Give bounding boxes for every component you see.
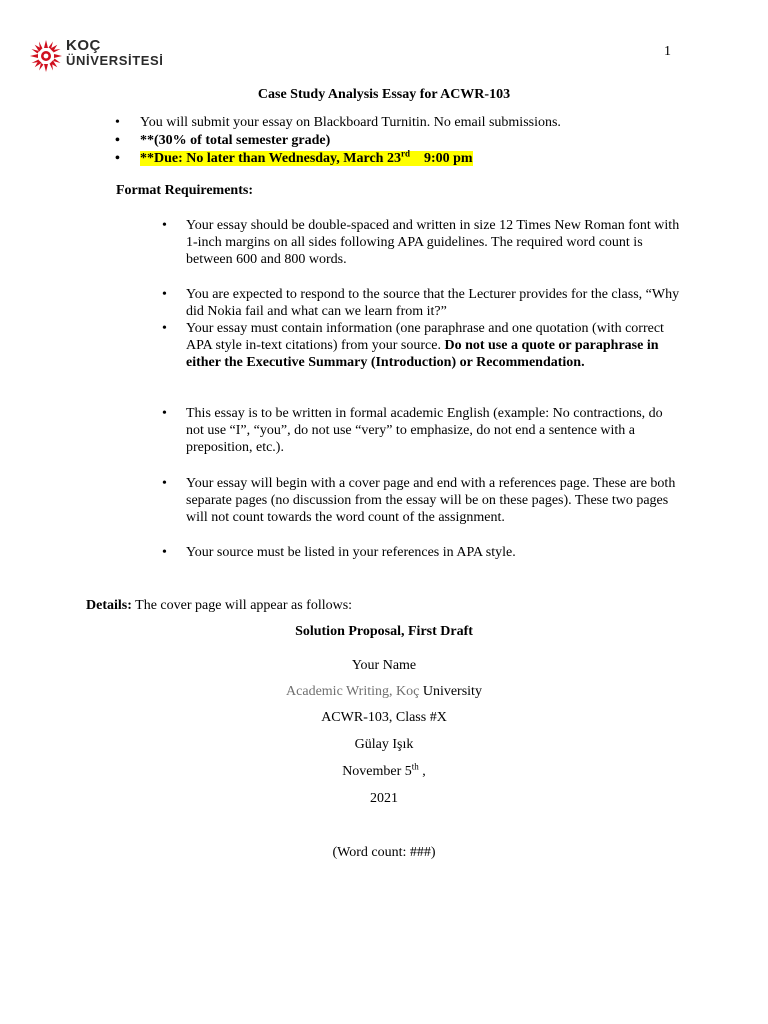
requirement-citations: [162, 320, 682, 371]
bullet-due: [112, 150, 672, 168]
cover-course: ACWR-103, Class #X: [321, 710, 447, 725]
due-time: 9:00 pm: [423, 151, 473, 166]
due-prefix: **Due:: [140, 151, 187, 166]
requirement-font-format: [162, 217, 682, 268]
cover-name: Your Name: [351, 658, 417, 673]
requirement-text: Your essay should be double-spaced and written in size 12 Times New Roman font with 1-inch margins on all sides following APA guidelines. The required word count is between 600 and 800 words.: [186, 218, 680, 267]
document-title: Case Study Analysis Essay for ACWR-103: [257, 87, 511, 102]
university-logo: [28, 36, 178, 76]
due-text: No later than Wednesday, March 23: [186, 151, 401, 166]
format-requirements-heading: Format Requirements:: [116, 183, 253, 198]
bullet-dot: •: [162, 321, 167, 336]
cover-instructor: Gülay Işık: [354, 737, 414, 752]
requirement-formal-english: [162, 405, 682, 456]
requirement-text: You are expected to respond to the source that the Lecturer provides for the class, “Why did Nokia fail and what can we learn from it?”: [186, 287, 680, 319]
cover-title: Solution Proposal, First Draft: [295, 624, 473, 639]
bullet-dot: •: [162, 406, 167, 421]
due-highlight: [140, 148, 473, 166]
logo-wordmark: [66, 38, 164, 68]
bullet-dot: •: [162, 476, 167, 491]
cover-date: [0, 761, 768, 780]
bullet-dot: •: [162, 218, 167, 233]
details-label: Details:: [86, 598, 132, 613]
requirement-text: This essay is to be written in formal academic English (example: No contractions, do not use “I”, “you”, do not use “very” to emphasize, do not end a sentence with a preposition, etc.).: [186, 406, 663, 455]
bullet-grade-text: **(30% of total semester grade): [140, 133, 331, 148]
details-line: [86, 598, 352, 614]
requirement-apa-source: [162, 544, 682, 561]
requirement-text: Your essay will begin with a cover page and end with a references page. These are both separate pages (no discussion from the essay will be on these pages). These two pages will not count towards the word count of the assignment.: [186, 476, 676, 525]
bullet-submit-text: You will submit your essay on Blackboard Turnitin. No email submissions.: [140, 115, 561, 130]
cover-institution: [0, 684, 768, 700]
requirement-cover-references: [162, 475, 682, 526]
requirement-text-bold: Do not use a quote or paraphrase in either the Executive Summary (Introduction) or Recommendation.: [186, 338, 659, 370]
requirement-text-plain: Your essay must contain information (one paraphrase and one quotation (with correct APA style in-text citations) from your source.: [186, 321, 664, 353]
due-superscript: rd: [400, 148, 410, 159]
details-text: The cover page will appear as follows:: [131, 598, 353, 613]
cover-institution-rest: University: [419, 684, 482, 699]
requirement-text: Your source must be listed in your references in APA style.: [186, 545, 516, 560]
cover-institution-muted: Academic Writing, Koç: [286, 684, 420, 699]
page-number: 1: [664, 44, 671, 59]
koc-logo-mark-icon: [28, 38, 64, 74]
requirement-text: [186, 320, 682, 371]
logo-line-1: KOÇ: [66, 37, 101, 54]
bullet-dot: •: [162, 545, 167, 560]
bullet-grade: [112, 132, 672, 150]
cover-date-suffix: ,: [418, 764, 426, 779]
cover-word-count: (Word count: ###): [332, 845, 436, 860]
submission-bullets: [112, 114, 672, 168]
bullet-submit: [112, 114, 672, 132]
cover-year: 2021: [370, 791, 398, 806]
bullet-dot: •: [162, 287, 167, 302]
cover-date-superscript: th: [411, 761, 419, 772]
requirement-source: [162, 286, 682, 320]
logo-line-2: ÜNİVERSİTESİ: [66, 53, 164, 68]
cover-date-prefix: November 5: [342, 764, 412, 779]
